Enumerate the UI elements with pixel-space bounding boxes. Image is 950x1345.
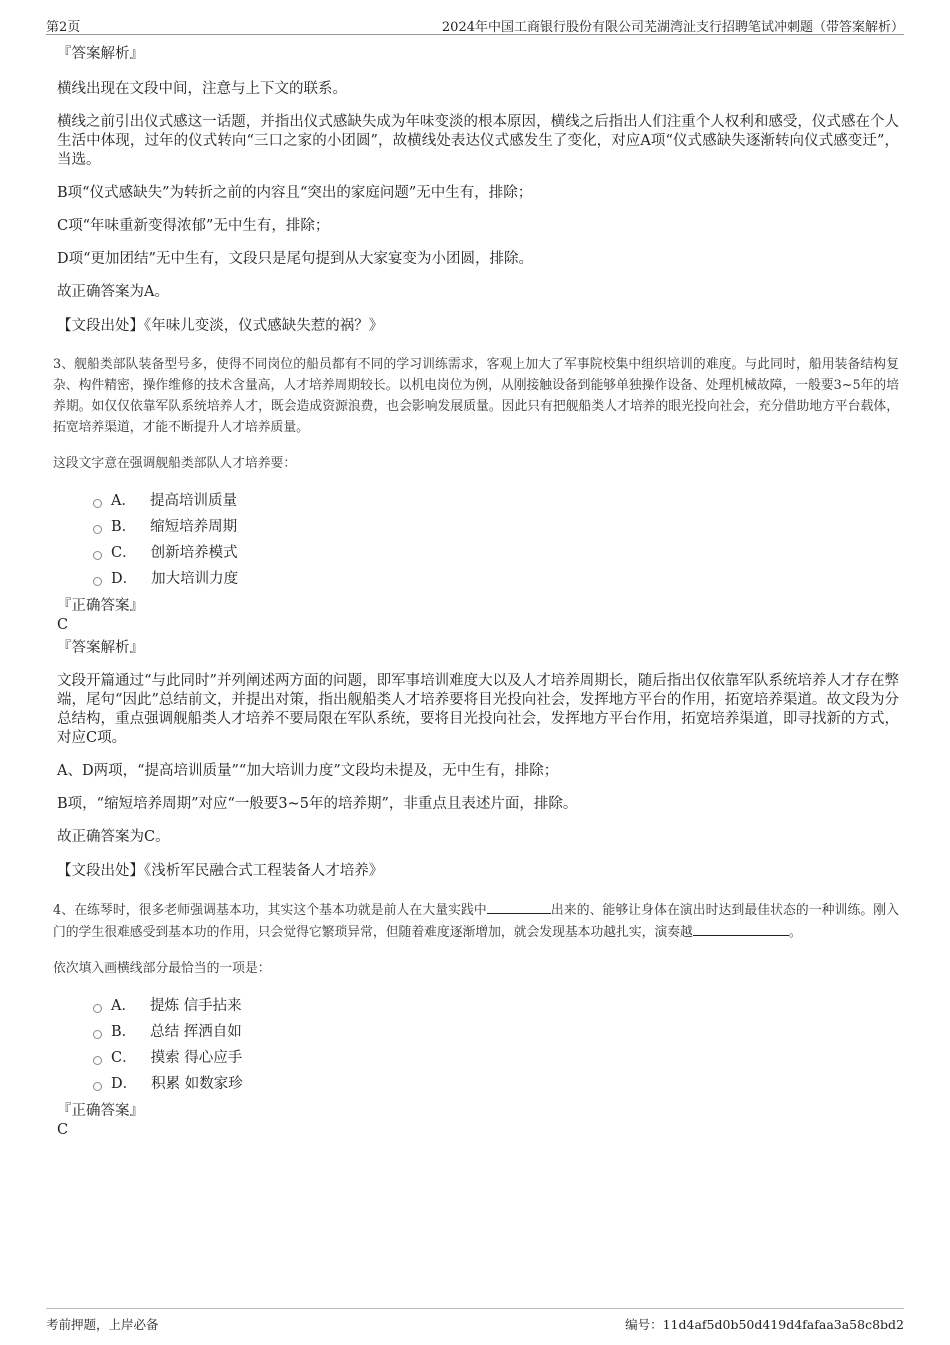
option-text: 加大培训力度 xyxy=(151,571,239,587)
prev-question-analysis xyxy=(53,44,899,336)
question-4 xyxy=(53,899,899,1139)
analysis-paragraph: 文段开篇通过“与此同时”并列阐述两方面的问题，即军事培训难度大以及人才培养周期长，随后指出仅依靠军队系统培养人才存在弊端，尾句“因此”总结前文，并提出对策，指出舰船类人才培养要将目光投向社会，发挥地方平台的作用，拓宽培养渠道。故文段为分总结构，重点强调舰船类人才培养不要局限在军队系统，要将目光投向社会，发挥地方平台作用，拓宽培养渠道，即寻找新的方式，对应C项。 xyxy=(57,673,899,746)
option-text: 缩短培养周期 xyxy=(150,519,238,535)
option-d[interactable] xyxy=(93,1071,899,1097)
radio-icon[interactable] xyxy=(93,1082,102,1091)
document-title: 2024年中国工商银行股份有限公司芜湖湾沚支行招聘笔试冲刺题（带答案解析） xyxy=(441,20,904,35)
option-c[interactable] xyxy=(93,540,899,566)
document-code: 编号：11d4af5d0b50d419d4fafaa3a58c8bd2 xyxy=(625,1317,904,1332)
option-letter: C． xyxy=(111,1050,137,1066)
options-list xyxy=(93,993,899,1097)
correct-answer-label: 『正确答案』 xyxy=(57,1103,144,1119)
analysis-paragraph: 横线出现在文段中间，注意与上下文的联系。 xyxy=(57,81,347,97)
correct-answer-label: 『正确答案』 xyxy=(57,598,144,614)
option-a[interactable] xyxy=(93,993,899,1019)
analysis-label: 『答案解析』 xyxy=(57,640,144,656)
analysis-paragraph: B项“仪式感缺失”为转折之前的内容且“突出的家庭问题”无中生有，排除； xyxy=(57,185,533,201)
analysis-paragraph: 故正确答案为C。 xyxy=(57,829,170,845)
option-letter: D． xyxy=(111,571,138,587)
option-text: 提高培训质量 xyxy=(149,493,237,509)
question-prompt: 依次填入画横线部分最恰当的一项是： xyxy=(53,961,271,976)
radio-icon[interactable] xyxy=(93,551,102,560)
page-header xyxy=(46,14,904,35)
question-text: 3、舰船类部队装备型号多，使得不同岗位的船员都有不同的学习训练需求，客观上加大了军事院校集中组织培训的难度。与此同时，船用装备结构复杂、构件精密，操作维修的技术含量高，人才培养周期较长。以机电岗位为例，从刚接触设备到能够单独操作设备、处理机械故障，一般要3~5年的培养期。如仅仅依靠军队系统培养人才，既会造成资源浪费，也会影响发展质量。因此只有把舰船类人才培养的眼光投向社会，充分借助地方平台载体，拓宽培养渠道，才能不断提升人才培养质量。 xyxy=(53,357,900,435)
question-text-part: 出来的、能够让身体在演出时达到最佳状态的一种训练。刚入门的学生很难感受到基本功的作用，只会觉得它繁琐异常，但随着难度逐渐增加，就会发现基本功越扎实，演奏越 xyxy=(53,903,899,940)
option-a[interactable] xyxy=(93,488,899,514)
option-letter: A． xyxy=(111,998,136,1014)
option-text: 摸索 得心应手 xyxy=(150,1050,243,1066)
passage-source: 【文段出处】《浅析军民融合式工程装备人才培养》 xyxy=(57,863,384,879)
option-letter: C． xyxy=(111,545,137,561)
radio-icon[interactable] xyxy=(93,525,102,534)
analysis-paragraph: 故正确答案为A。 xyxy=(57,284,169,300)
option-text: 提炼 信手拈来 xyxy=(149,998,242,1014)
analysis-paragraph: D项“更加团结”无中生有，文段只是尾句提到从大家宴变为小团圆，排除。 xyxy=(57,251,533,267)
option-d[interactable] xyxy=(93,566,899,592)
question-text-part: 4、在练琴时，很多老师强调基本功，其实这个基本功就是前人在大量实践中 xyxy=(53,903,487,918)
analysis-paragraph: A、D两项，“提高培训质量”“加大培训力度”文段均未提及，无中生有，排除； xyxy=(57,763,559,779)
analysis-paragraph: B项，“缩短培养周期”对应“一般要3~5年的培养期”，非重点且表述片面，排除。 xyxy=(57,796,578,812)
radio-icon[interactable] xyxy=(93,499,102,508)
option-letter: D． xyxy=(111,1076,138,1092)
option-b[interactable] xyxy=(93,1019,899,1045)
correct-answer: C xyxy=(57,1122,69,1138)
correct-answer: C xyxy=(57,617,69,633)
option-text: 创新培养模式 xyxy=(150,545,238,561)
page-content xyxy=(53,44,899,1139)
option-letter: B． xyxy=(111,519,137,535)
analysis-paragraph: 横线之前引出仪式感这一话题，并指出仪式感缺失成为年味变淡的根本原因，横线之后指出人们注重个人权利和感受，仪式感在个人生活中体现，过年的仪式转向“三口之家的小团圆”，故横线处表达仪式感发生了变化，对应A项“仪式感缺失逐渐转向仪式感变迁”，当选。 xyxy=(57,114,899,168)
option-letter: B． xyxy=(111,1024,137,1040)
option-text: 积累 如数家珍 xyxy=(151,1076,243,1092)
option-c[interactable] xyxy=(93,1045,899,1071)
radio-icon[interactable] xyxy=(93,577,102,586)
option-letter: A． xyxy=(111,493,136,509)
question-3 xyxy=(53,354,899,881)
question-text xyxy=(53,899,899,943)
passage-source: 【文段出处】《年味儿变淡，仪式感缺失惹的祸？》 xyxy=(57,318,384,334)
options-list xyxy=(93,488,899,592)
analysis-label: 『答案解析』 xyxy=(57,46,144,62)
page-footer xyxy=(46,1308,904,1333)
analysis-paragraph: C项“年味重新变得浓郁”无中生有，排除； xyxy=(57,218,330,234)
radio-icon[interactable] xyxy=(93,1056,102,1065)
question-prompt: 这段文字意在强调舰船类部队人才培养要： xyxy=(53,456,297,471)
page-number: 第2页 xyxy=(46,20,81,35)
question-text-part: 。 xyxy=(788,925,802,940)
option-text: 总结 挥洒自如 xyxy=(150,1024,242,1040)
fill-blank xyxy=(693,921,789,936)
fill-blank xyxy=(487,899,551,914)
footer-slogan: 考前押题，上岸必备 xyxy=(46,1317,159,1332)
option-b[interactable] xyxy=(93,514,899,540)
radio-icon[interactable] xyxy=(93,1004,102,1013)
radio-icon[interactable] xyxy=(93,1030,102,1039)
